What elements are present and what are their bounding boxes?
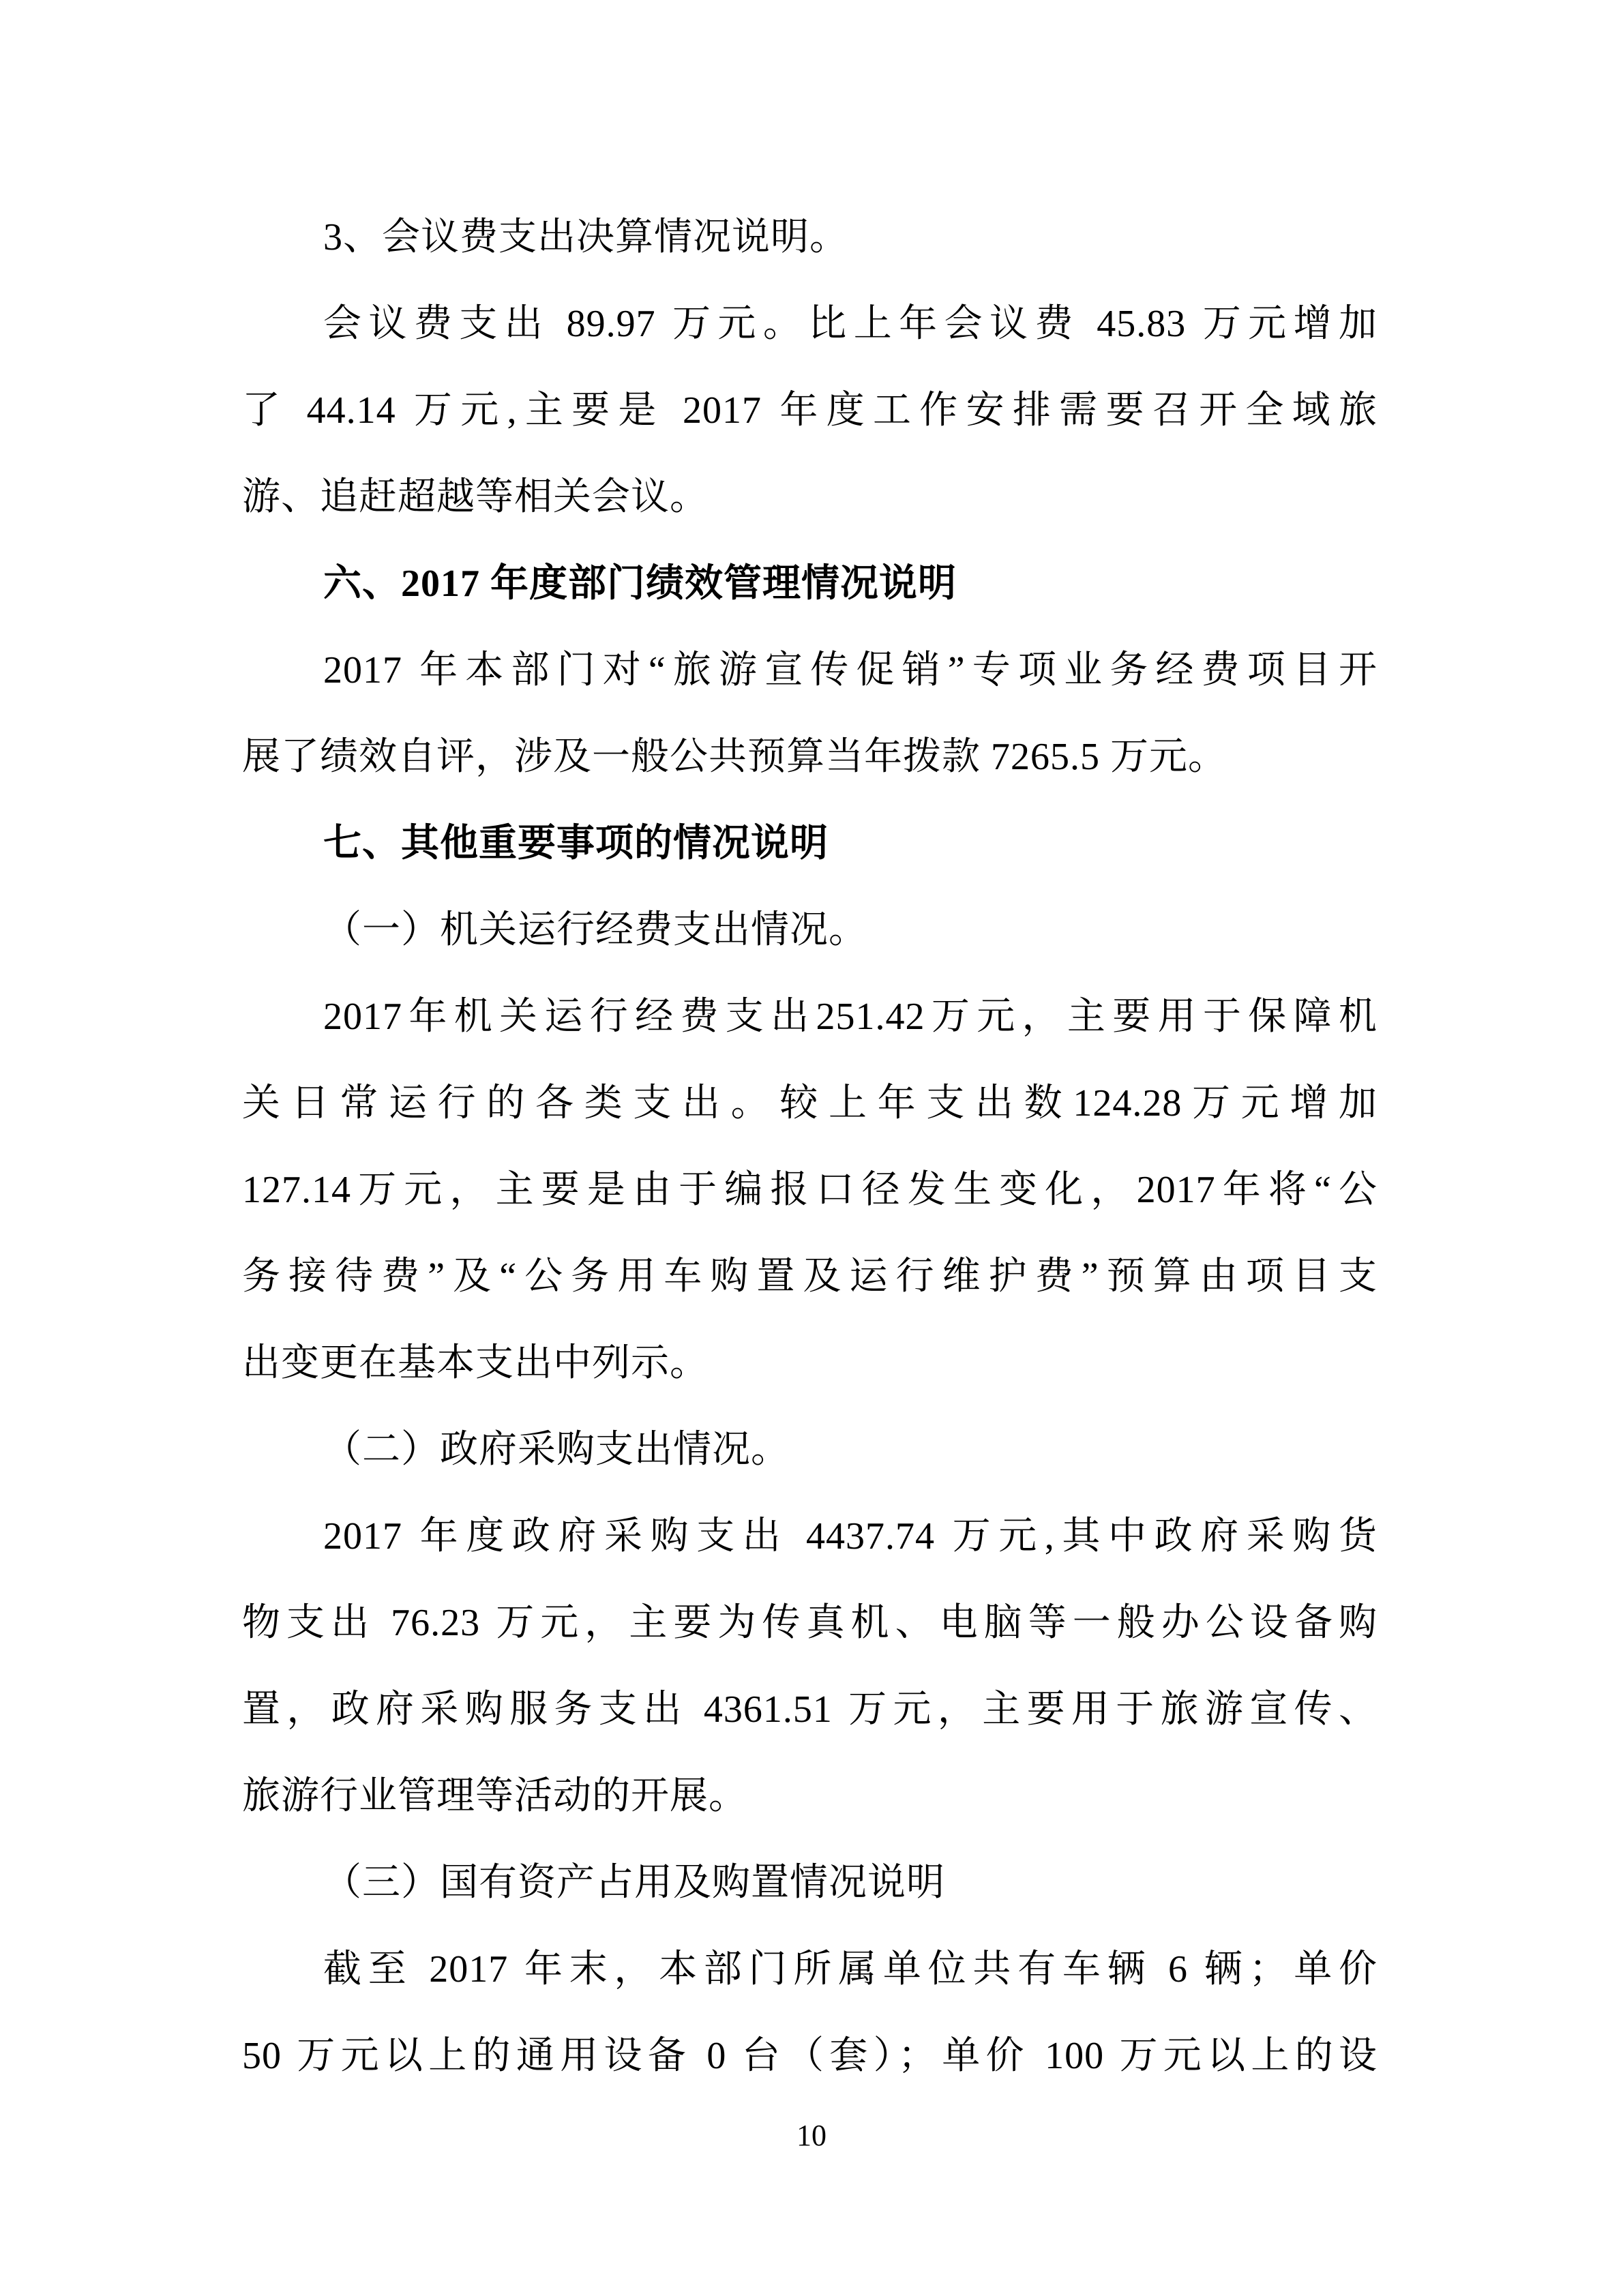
- paragraph-line: 关日常运行的各类支出。较上年支出数124.28万元增加: [242, 1082, 1378, 1124]
- subsection-3-state-assets-title: （三）国有资产占用及购置情况说明: [323, 1862, 945, 1904]
- paragraph-line: 50 万元以上的通用设备 0 台（套）；单价 100 万元以上的设: [242, 2035, 1378, 2077]
- paragraph-line: 会议费支出 89.97 万元。比上年会议费 45.83 万元增加: [323, 303, 1378, 345]
- paragraph-line: 截至 2017 年末，本部门所属单位共有车辆 6 辆；单价: [323, 1948, 1378, 1991]
- paragraph-line: 旅游行业管理等活动的开展。: [242, 1775, 747, 1817]
- paragraph-line: 出变更在基本支出中列示。: [242, 1342, 709, 1384]
- subsection-2-procurement-title: （二）政府采购支出情况。: [323, 1429, 790, 1471]
- paragraph-line: 务接待费”及“公务用车购置及运行维护费”预算由项目支: [242, 1255, 1378, 1298]
- paragraph-line: 2017年机关运行经费支出251.42万元，主要用于保障机: [323, 996, 1378, 1038]
- paragraph-line: 2017 年本部门对“旅游宣传促销”专项业务经费项目开: [323, 649, 1378, 691]
- subsection-1-agency-cost-title: （一）机关运行经费支出情况。: [323, 909, 867, 951]
- paragraph-line: 2017 年度政府采购支出 4437.74 万元,其中政府采购货: [323, 1515, 1378, 1557]
- section-6-heading: 六、2017 年度部门绩效管理情况说明: [323, 563, 957, 605]
- section-7-heading: 七、其他重要事项的情况说明: [323, 822, 829, 865]
- paragraph-line: 展了绩效自评，涉及一般公共预算当年拨款 7265.5 万元。: [242, 736, 1227, 778]
- page-number: 10: [796, 2119, 827, 2152]
- subsection-3-meeting-fee-title: 3、会议费支出决算情况说明。: [323, 216, 848, 258]
- paragraph-line: 置，政府采购服务支出 4361.51 万元，主要用于旅游宣传、: [242, 1688, 1378, 1731]
- document-body: [242, 194, 1378, 2100]
- paragraph-line: 了 44.14 万元,主要是 2017 年度工作安排需要召开全域旅: [242, 389, 1378, 432]
- paragraph-line: 物支出 76.23 万元，主要为传真机、电脑等一般办公设备购: [242, 1602, 1378, 1644]
- paragraph-line: 127.14万元，主要是由于编报口径发生变化，2017年将“公: [242, 1169, 1378, 1211]
- paragraph-line: 游、追赶超越等相关会议。: [242, 476, 709, 518]
